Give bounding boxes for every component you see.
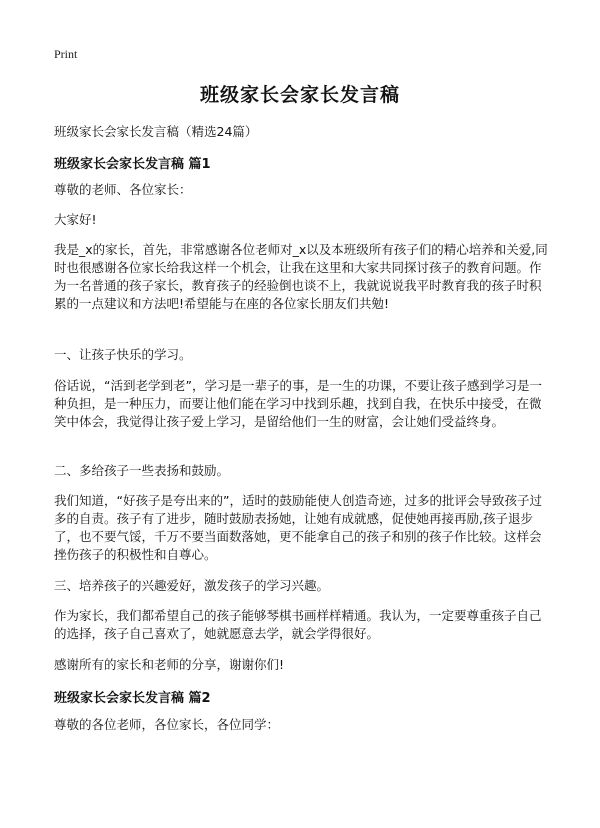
- paragraph-point-2-body: 我们知道，“好孩子是夸出来的”，适时的鼓励能使人创造奇迹，过多的批评会导致孩子过多的自责。孩子有了进步，随时鼓励表扬她，让她有成就感，促使她再接再励,孩子退步了，也不要气馁，千万不要当面数落她，更不能拿自己的孩子和别的孩子作比较。这样会挫伤孩子的积极性和自尊心。: [54, 493, 542, 562]
- paragraph-thanks: 感谢所有的家长和老师的分享，谢谢你们!: [54, 657, 285, 672]
- section-heading-2: 班级家长会家长发言稿 篇2: [54, 691, 211, 706]
- print-link[interactable]: Print: [54, 47, 78, 61]
- paragraph-greeting: 尊敬的老师、各位家长：: [54, 182, 192, 197]
- paragraph-point-1-heading: 一、让孩子快乐的学习。: [54, 347, 192, 362]
- paragraph-intro: 我是_x的家长，首先，非常感谢各位老师对_x以及本班级所有孩子们的精心培养和关爱,同时也很感谢各位家长给我这样一个机会，让我在这里和大家共同探讨孩子的教育问题。作为一名普通的孩子家长，教育孩子的经验倒也谈不上，我就说说我平时教育我的孩子时积累的一点建议和方法吧!希望能与在座的各位家长朋友们共勉!: [54, 242, 548, 311]
- paragraph-point-1-body: 俗话说，“活到老学到老”，学习是一辈子的事，是一生的功课，不要让孩子感到学习是一种负担，是一种压力，而要让他们能在学习中找到乐趣，找到自我，在快乐中接受，在微笑中体会，我觉得让孩子爱上学习，是留给他们一生的财富，会让她们受益终身。: [54, 378, 542, 429]
- paragraph-point-3-body: 作为家长，我们都希望自己的孩子能够琴棋书画样样精通。我认为，一定要尊重孩子自己的选择，孩子自己喜欢了，她就愿意去学，就会学得很好。: [54, 608, 542, 641]
- document-subtitle: 班级家长会家长发言稿（精选24篇）: [54, 124, 258, 139]
- paragraph-greeting-2: 尊敬的各位老师，各位家长，各位同学：: [54, 717, 280, 732]
- section-heading-1: 班级家长会家长发言稿 篇1: [54, 157, 211, 172]
- paragraph-hello: 大家好!: [54, 212, 97, 227]
- paragraph-point-2-heading: 二、多给孩子一些表扬和鼓励。: [54, 463, 230, 478]
- paragraph-point-3-heading: 三、培养孩子的兴趣爱好，激发孩子的学习兴趣。: [54, 578, 330, 593]
- document-title: 班级家长会家长发言稿: [199, 84, 400, 106]
